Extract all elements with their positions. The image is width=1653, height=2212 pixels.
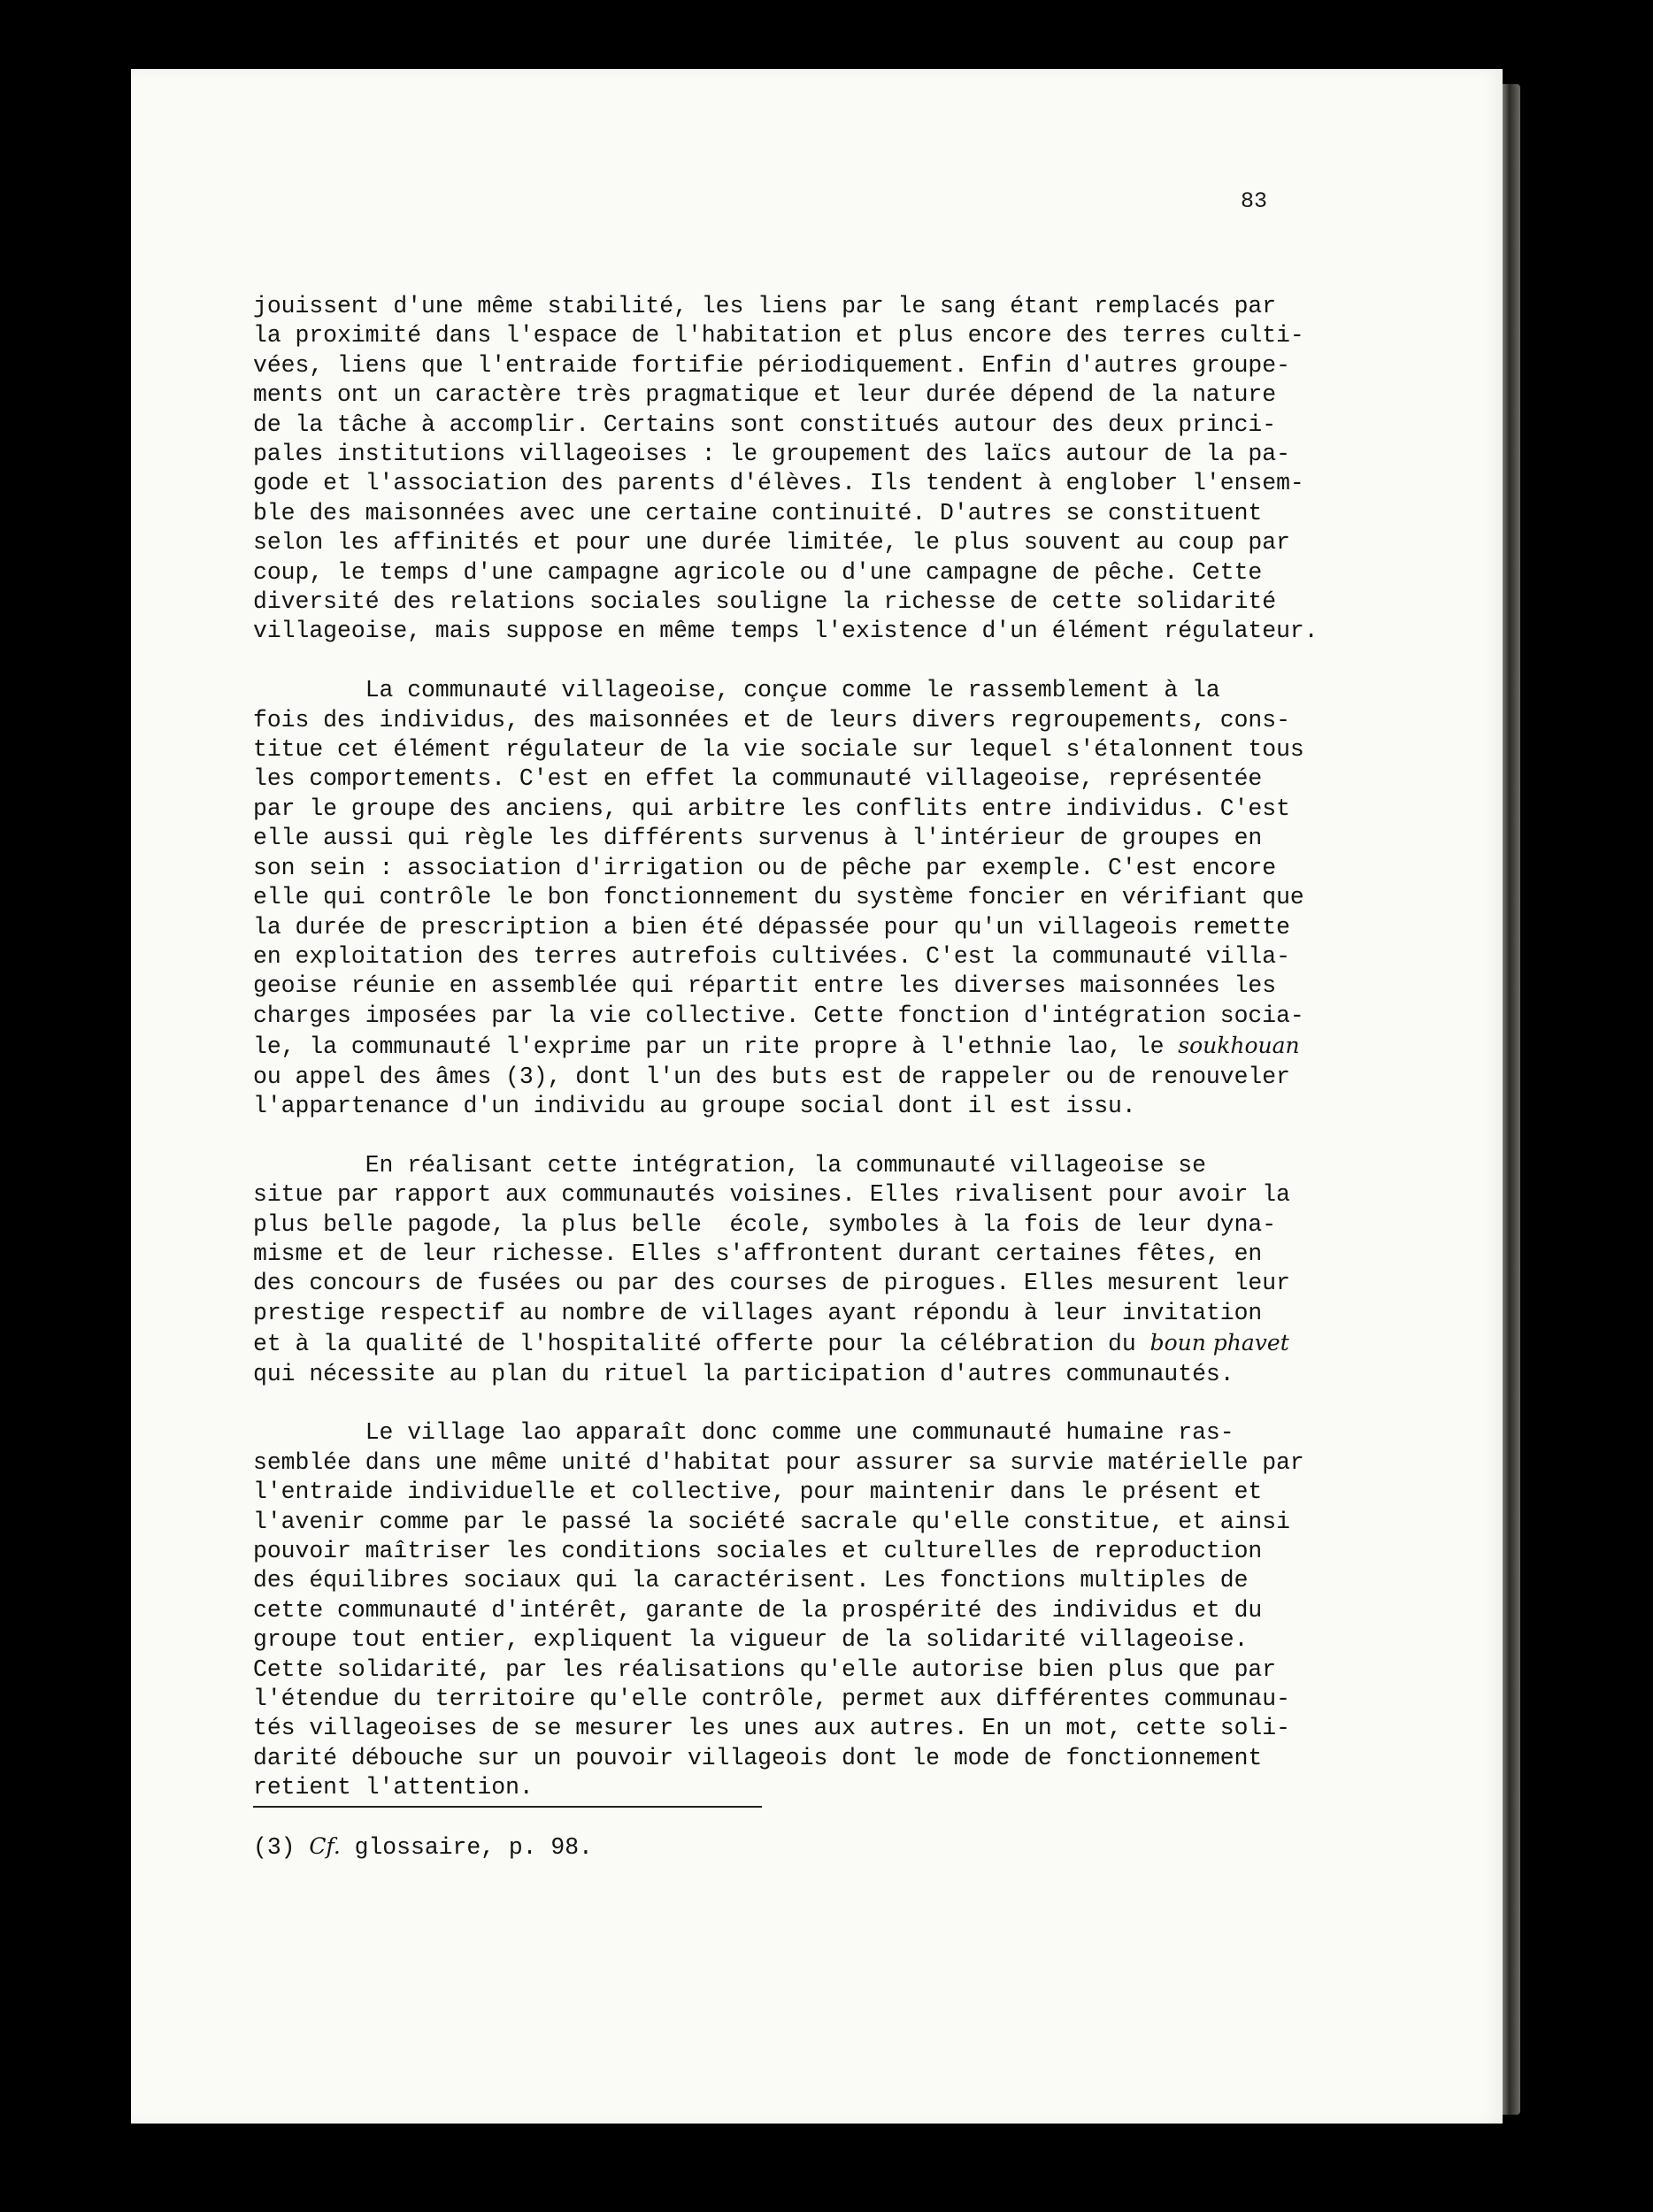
line-text: coup, le temps d'une campagne agricole ou d'une campagne de pêche. Cette: [253, 558, 1263, 586]
italic-term: soukhouan: [1178, 1033, 1300, 1059]
text-line: [253, 1508, 1439, 1537]
text-line: [253, 1180, 1439, 1210]
book-page: [131, 69, 1503, 2124]
text-line: [253, 972, 1439, 1001]
text-line: [253, 1063, 1439, 1092]
text-line: [253, 469, 1439, 498]
paragraph: [253, 1151, 1439, 1389]
text-line: [253, 1478, 1439, 1507]
footnote-italic: Cf.: [309, 1833, 341, 1859]
text-line: [253, 1328, 1439, 1359]
text-line: [253, 1773, 1439, 1802]
line-text: groupe tout entier, expliquent la vigueur de la solidarité villageoise.: [253, 1626, 1249, 1654]
line-text: et à la qualité de l'hospitalité offerte pour la célébration du: [253, 1331, 1150, 1358]
text-line: [253, 1625, 1439, 1655]
line-text: de la tâche à accomplir. Certains sont constitués autour des deux princi-: [253, 411, 1277, 438]
text-line: [253, 1685, 1439, 1714]
line-text: fois des individus, des maisonnées et de leurs divers regroupements, cons-: [253, 706, 1290, 733]
text-line: [253, 1418, 1439, 1448]
line-text: diversité des relations sociales souligne la richesse de cette solidarité: [253, 588, 1277, 616]
italic-term: boun phavet: [1149, 1330, 1289, 1356]
line-text: pouvoir maîtriser les conditions sociales et culturelles de reproduction: [253, 1538, 1263, 1565]
text-line: [253, 321, 1439, 350]
text-line: [253, 913, 1439, 942]
text-line: [253, 942, 1439, 972]
text-line: [253, 499, 1439, 528]
line-text: la proximité dans l'espace de l'habitation et plus encore des terres culti-: [253, 322, 1304, 349]
line-text: villageoise, mais suppose en même temps l'existence d'un élément régulateur.: [253, 618, 1319, 645]
footnote-separator: [253, 1806, 762, 1808]
line-text: l'étendue du territoire qu'elle contrôle, permet aux différentes communau-: [253, 1686, 1290, 1713]
line-text: ments ont un caractère très pragmatique et leur durée dépend de la nature: [253, 381, 1277, 409]
line-text: La communauté villageoise, conçue comme le rassemblement à la: [253, 677, 1220, 704]
line-text: jouissent d'une même stabilité, les liens par le sang étant remplacés par: [253, 293, 1277, 319]
line-text: gode et l'association des parents d'élèves. Ils tendent à englober l'ensem-: [253, 470, 1304, 497]
line-text: cette communauté d'intérêt, garante de la prospérité des individus et du: [253, 1596, 1263, 1624]
text-line: [253, 1269, 1439, 1298]
text-line: [253, 588, 1439, 617]
line-text: prestige respectif au nombre de villages ayant répondu à leur invitation: [253, 1299, 1263, 1326]
line-text: En réalisant cette intégration, la communauté villageoise se: [253, 1151, 1206, 1179]
text-line: [253, 1299, 1439, 1328]
line-text: titue cet élément régulateur de la vie sociale sur lequel s'étalonnent tous: [253, 736, 1304, 764]
line-text: des équilibres sociaux qui la caractérisent. Les fonctions multiples de: [253, 1567, 1249, 1594]
footnote-marker: (3): [253, 1834, 310, 1861]
footnote-text: glossaire, p. 98.: [340, 1834, 593, 1861]
line-text: situe par rapport aux communautés voisines. Elles rivalisent pour avoir la: [253, 1181, 1290, 1209]
text-line: [253, 764, 1439, 794]
line-text: elle aussi qui règle les différents survenus à l'intérieur de groupes en: [253, 825, 1263, 852]
text-line: [253, 351, 1439, 380]
text-line: [253, 411, 1439, 440]
line-text: vées, liens que l'entraide fortifie périodiquement. Enfin d'autres groupe-: [253, 351, 1290, 379]
text-line: [253, 735, 1439, 764]
line-text: retient l'attention.: [253, 1774, 534, 1801]
text-line: [253, 1240, 1439, 1269]
line-text: plus belle pagode, la plus belle école, symboles à la fois de leur dyna-: [253, 1210, 1277, 1238]
line-text: qui nécessite au plan du rituel la participation d'autres communautés.: [253, 1360, 1234, 1387]
text-line: [253, 1744, 1439, 1773]
line-text: geoise réunie en assemblée qui répartit entre les diverses maisonnées les: [253, 972, 1277, 1000]
line-text: en exploitation des terres autrefois cultivées. C'est la communauté villa-: [253, 942, 1290, 970]
text-line: [253, 854, 1439, 883]
text-line: [253, 1655, 1439, 1685]
line-text: ble des maisonnées avec une certaine continuité. D'autres se constituent: [253, 499, 1263, 526]
line-text: Cette solidarité, par les réalisations qu'elle autorise bien plus que par: [253, 1655, 1277, 1683]
text-line: [253, 1151, 1439, 1180]
line-text: semblée dans une même unité d'habitat pour assurer sa survie matérielle par: [253, 1448, 1304, 1476]
line-text: elle qui contrôle le bon fonctionnement du système foncier en vérifiant que: [253, 884, 1304, 911]
paragraph: [253, 676, 1439, 1121]
text-line: [253, 1210, 1439, 1240]
text-line: [253, 883, 1439, 912]
text-line: [253, 1714, 1439, 1743]
text-line: [253, 528, 1439, 557]
line-text: Le village lao apparaît donc comme une communauté humaine ras-: [253, 1419, 1234, 1447]
text-line: [253, 1566, 1439, 1595]
text-line: [253, 440, 1439, 469]
text-line: [253, 824, 1439, 853]
text-line: [253, 1002, 1439, 1031]
page-number: 83: [1241, 188, 1268, 214]
text-line: [253, 1360, 1439, 1389]
text-line: [253, 795, 1439, 824]
text-line: [253, 706, 1439, 735]
text-line: [253, 292, 1439, 321]
text-line: [253, 380, 1439, 410]
line-text: par le groupe des anciens, qui arbitre les conflits entre individus. C'est: [253, 795, 1290, 822]
line-text: le, la communauté l'exprime par un rite propre à l'ethnie lao, le: [253, 1033, 1179, 1061]
line-text: la durée de prescription a bien été dépassée pour qu'un villageois remette: [253, 913, 1290, 941]
line-text: ou appel des âmes (3), dont l'un des buts est de rappeler ou de renouveler: [253, 1063, 1290, 1090]
body-text: [253, 292, 1439, 1832]
line-text: son sein : association d'irrigation ou de pêche par exemple. C'est encore: [253, 854, 1277, 881]
line-text: darité débouche sur un pouvoir villageois dont le mode de fonctionnement: [253, 1744, 1263, 1771]
text-line: [253, 1031, 1439, 1062]
line-text: charges imposées par la vie collective. Cette fonction d'intégration socia-: [253, 1002, 1304, 1029]
text-line: [253, 1596, 1439, 1625]
paragraph: [253, 1418, 1439, 1802]
footnote: [253, 1832, 593, 1863]
text-line: [253, 676, 1439, 705]
text-line: [253, 558, 1439, 588]
line-text: l'entraide individuelle et collective, pour maintenir dans le présent et: [253, 1479, 1263, 1506]
line-text: misme et de leur richesse. Elles s'affrontent durant certaines fêtes, en: [253, 1240, 1263, 1267]
line-text: des concours de fusées ou par des courses de pirogues. Elles mesurent leur: [253, 1270, 1290, 1297]
line-text: l'appartenance d'un individu au groupe social dont il est issu.: [253, 1092, 1136, 1119]
line-text: l'avenir comme par le passé la société sacrale qu'elle constitue, et ainsi: [253, 1508, 1290, 1535]
line-text: selon les affinités et pour une durée limitée, le plus souvent au coup par: [253, 529, 1290, 557]
text-line: [253, 1537, 1439, 1566]
line-text: pales institutions villageoises : le groupement des laïcs autour de la pa-: [253, 441, 1290, 468]
text-line: [253, 1092, 1439, 1121]
text-line: [253, 617, 1439, 646]
line-text: tés villageoises de se mesurer les unes aux autres. En un mot, cette soli-: [253, 1715, 1290, 1742]
text-line: [253, 1448, 1439, 1478]
paragraph: [253, 292, 1439, 647]
line-text: les comportements. C'est en effet la communauté villageoise, représentée: [253, 765, 1263, 793]
